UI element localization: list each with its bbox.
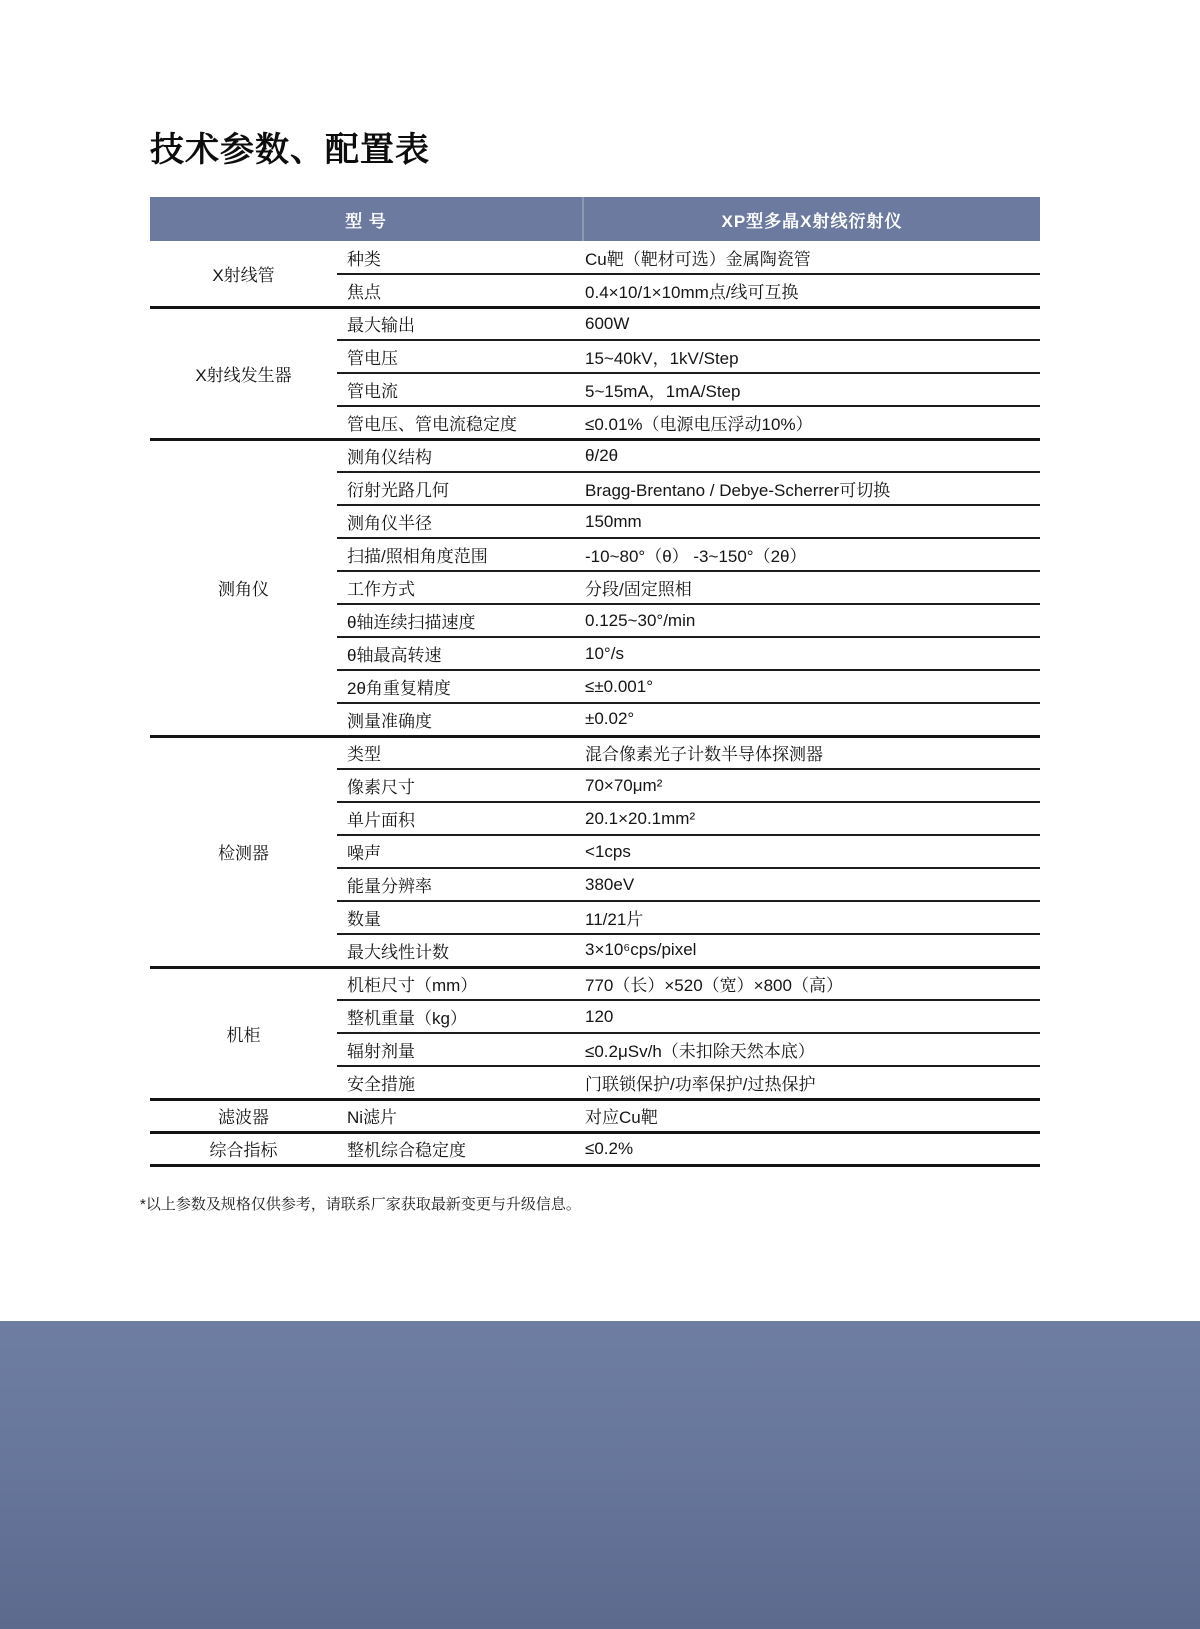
bottom-band	[0, 1321, 1200, 1629]
spec-value: 混合像素光子计数半导体探测器	[583, 736, 1040, 769]
spec-value: 3×10⁶cps/pixel	[583, 934, 1040, 967]
spec-value: θ/2θ	[583, 439, 1040, 472]
header-cell-product: XP型多晶X射线衍射仪	[583, 197, 1040, 241]
spec-label: 测角仪结构	[337, 439, 583, 472]
group-cell: 检测器	[150, 736, 337, 967]
spec-value: ≤0.2%	[583, 1132, 1040, 1165]
spec-value: 10°/s	[583, 637, 1040, 670]
page-title: 技术参数、配置表	[150, 131, 430, 169]
spec-label: 能量分辨率	[337, 868, 583, 901]
spec-label: 辐射剂量	[337, 1033, 583, 1066]
spec-row	[150, 1132, 1040, 1165]
header-row	[150, 197, 1040, 241]
spec-value: -10~80°（θ） -3~150°（2θ）	[583, 538, 1040, 571]
group-cell: X射线管	[150, 241, 337, 307]
spec-label: 机柜尺寸（mm）	[337, 967, 583, 1000]
spec-label: 扫描/照相角度范围	[337, 538, 583, 571]
spec-value: Bragg-Brentano / Debye-Scherrer可切换	[583, 472, 1040, 505]
spec-value: 70×70μm²	[583, 769, 1040, 802]
spec-value: Cu靶（靶材可选）金属陶瓷管	[583, 241, 1040, 274]
spec-row	[150, 241, 1040, 274]
spec-label: 数量	[337, 901, 583, 934]
spec-value: 0.4×10/1×10mm点/线可互换	[583, 274, 1040, 307]
spec-value: 120	[583, 1000, 1040, 1033]
group-cell: X射线发生器	[150, 307, 337, 439]
spec-value: 600W	[583, 307, 1040, 340]
spec-value: 门联锁保护/功率保护/过热保护	[583, 1066, 1040, 1099]
spec-value: ≤0.01%（电源电压浮动10%）	[583, 406, 1040, 439]
group-cell: 综合指标	[150, 1132, 337, 1165]
spec-table-body	[150, 241, 1040, 1165]
spec-label: 衍射光路几何	[337, 472, 583, 505]
spec-label: 整机综合稳定度	[337, 1132, 583, 1165]
spec-value: 380eV	[583, 868, 1040, 901]
spec-label: 种类	[337, 241, 583, 274]
spec-value: 15~40kV，1kV/Step	[583, 340, 1040, 373]
spec-label: 管电压、管电流稳定度	[337, 406, 583, 439]
spec-value: 150mm	[583, 505, 1040, 538]
spec-label: 安全措施	[337, 1066, 583, 1099]
spec-label: 最大输出	[337, 307, 583, 340]
group-cell: 滤波器	[150, 1099, 337, 1132]
spec-label: 工作方式	[337, 571, 583, 604]
spec-label: 噪声	[337, 835, 583, 868]
spec-value: ±0.02°	[583, 703, 1040, 736]
spec-label: 管电流	[337, 373, 583, 406]
header-cell-model: 型 号	[150, 197, 583, 241]
spec-label: 焦点	[337, 274, 583, 307]
spec-row	[150, 1099, 1040, 1132]
spec-value: 0.125~30°/min	[583, 604, 1040, 637]
spec-label: θ轴连续扫描速度	[337, 604, 583, 637]
spec-table	[150, 197, 1040, 1167]
spec-value: ≤±0.001°	[583, 670, 1040, 703]
spec-value: 11/21片	[583, 901, 1040, 934]
spec-value: <1cps	[583, 835, 1040, 868]
spec-value: 对应Cu靶	[583, 1099, 1040, 1132]
spec-label: 整机重量（kg）	[337, 1000, 583, 1033]
spec-value: 5~15mA，1mA/Step	[583, 373, 1040, 406]
spec-label: 2θ角重复精度	[337, 670, 583, 703]
spec-row	[150, 307, 1040, 340]
spec-label: 最大线性计数	[337, 934, 583, 967]
spec-row	[150, 439, 1040, 472]
spec-value: 分段/固定照相	[583, 571, 1040, 604]
spec-label: θ轴最高转速	[337, 637, 583, 670]
spec-label: 管电压	[337, 340, 583, 373]
spec-label: 测角仪半径	[337, 505, 583, 538]
spec-value: ≤0.2μSv/h（未扣除天然本底）	[583, 1033, 1040, 1066]
footnote: *以上参数及规格仅供参考，请联系厂家获取最新变更与升级信息。	[140, 1196, 581, 1213]
group-cell: 测角仪	[150, 439, 337, 736]
spec-value: 770（长）×520（宽）×800（高）	[583, 967, 1040, 1000]
spec-table-header	[150, 197, 1040, 241]
spec-label: Ni滤片	[337, 1099, 583, 1132]
spec-label: 单片面积	[337, 802, 583, 835]
group-cell: 机柜	[150, 967, 337, 1099]
spec-row	[150, 967, 1040, 1000]
spec-value: 20.1×20.1mm²	[583, 802, 1040, 835]
spec-label: 类型	[337, 736, 583, 769]
spec-label: 像素尺寸	[337, 769, 583, 802]
spec-row	[150, 736, 1040, 769]
spec-label: 测量准确度	[337, 703, 583, 736]
